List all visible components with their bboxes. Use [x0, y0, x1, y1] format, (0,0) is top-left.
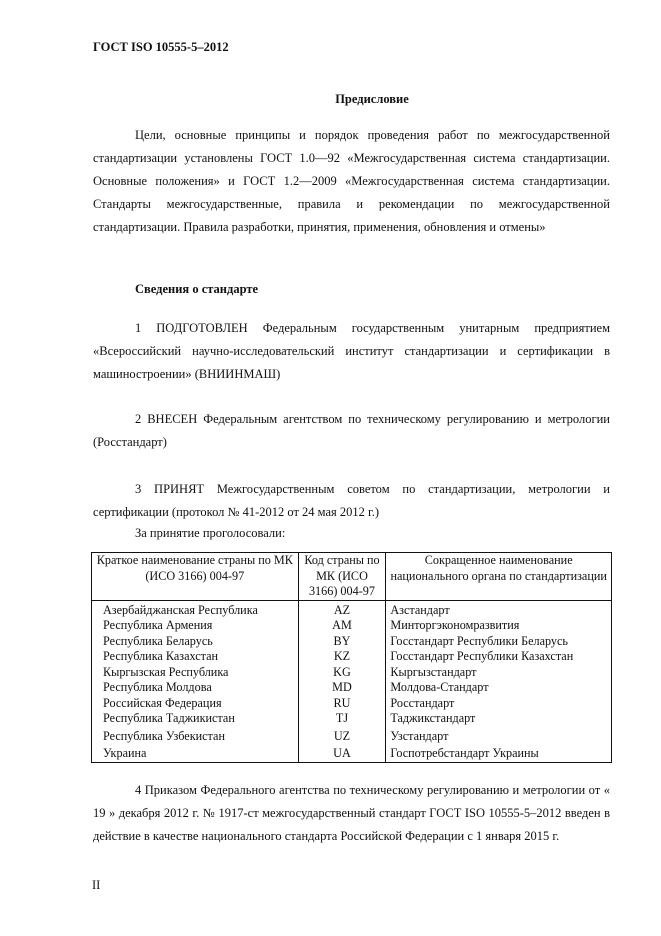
country-name: Республика Армения [92, 618, 299, 634]
standards-body: Азстандарт [386, 600, 612, 618]
standards-body: Молдова-Стандарт [386, 680, 612, 696]
table-row [92, 600, 612, 618]
table-row [92, 727, 612, 747]
country-name: Кыргызская Республика [92, 665, 299, 681]
standards-body: Минторгэкономразвития [386, 618, 612, 634]
country-code: TJ [298, 711, 386, 727]
country-name: Азербайджанская Республика [92, 600, 299, 618]
item-introduced: 2 ВНЕСЕН Федеральным агентством по техническому регулированию и метрологии (Росстандарт) [93, 412, 610, 449]
preface-paragraph: Цели, основные принципы и порядок проведения работ по межгосударственной стандартизации установлены ГОСТ 1.0—92 «Межгосударственная система стандартизации. Основные положения» и ГОСТ 1.2—2009 «Межгосударственная система стандартизации. Стандарты межгосударственные, правила и рекомендации по межгосударственной стандартизации. Правила разработки, принятия, применения, обновления и отмены» [93, 128, 610, 234]
country-name: Республика Молдова [92, 680, 299, 696]
table-row [92, 696, 612, 712]
country-name: Республика Беларусь [92, 634, 299, 650]
standards-body: Госпотребстандарт Украины [386, 746, 612, 762]
table-row [92, 618, 612, 634]
document-header: ГОСТ ISO 10555-5–2012 [93, 40, 229, 54]
table-row [92, 649, 612, 665]
standards-body: Узстандарт [386, 727, 612, 747]
voting-states-table [91, 552, 612, 763]
standard-info-title: Сведения о стандарте [135, 282, 259, 296]
header-country-code: Код страны по МК (ИСО 3166) 004-97 [298, 553, 386, 601]
standards-body: Росстандарт [386, 696, 612, 712]
country-name: Республика Узбекистан [92, 727, 299, 747]
item-prepared: 1 ПОДГОТОВЛЕН Федеральным государственным унитарным предприятием «Всероссийский научно-исследовательский институт стандартизации и сертификации в машиностроении» (ВНИИНМАШ) [93, 321, 610, 381]
country-code: BY [298, 634, 386, 650]
table-header-row [92, 553, 612, 601]
standards-body: Таджикстандарт [386, 711, 612, 727]
country-code: UZ [298, 727, 386, 747]
table-row [92, 665, 612, 681]
country-code: KZ [298, 649, 386, 665]
country-name: Республика Казахстан [92, 649, 299, 665]
vote-label: За принятие проголосовали: [135, 526, 286, 540]
country-code: AZ [298, 600, 386, 618]
item-adopted: 3 ПРИНЯТ Межгосударственным советом по стандартизации, метрологии и сертификации (протокол № 41-2012 от 24 мая 2012 г.) [93, 482, 610, 519]
country-name: Республика Таджикистан [92, 711, 299, 727]
page-number: II [92, 878, 101, 892]
table-row [92, 634, 612, 650]
country-name: Российская Федерация [92, 696, 299, 712]
header-country-name: Краткое наименование страны по МК (ИСО 3166) 004-97 [92, 553, 299, 601]
standards-body: Кыргызстандарт [386, 665, 612, 681]
country-code: MD [298, 680, 386, 696]
item-enactment: 4 Приказом Федерального агентства по техническому регулированию и метрологии от « 19 » декабря 2012 г. № 1917-ст межгосударственный стандарт ГОСТ ISO 10555-5–2012 введен в действие в качестве национального стандарта Российской Федерации с 1 января 2015 г. [93, 783, 610, 843]
table-row [92, 711, 612, 727]
country-code: UA [298, 746, 386, 762]
header-standards-body: Сокращенное наименование национального органа по стандартизации [386, 553, 612, 601]
country-code: KG [298, 665, 386, 681]
preface-title: Предисловие [335, 92, 409, 106]
country-code: AM [298, 618, 386, 634]
country-name: Украина [92, 746, 299, 762]
country-code: RU [298, 696, 386, 712]
table-row [92, 746, 612, 762]
table-row [92, 680, 612, 696]
standards-body: Госстандарт Республики Беларусь [386, 634, 612, 650]
standards-body: Госстандарт Республики Казахстан [386, 649, 612, 665]
